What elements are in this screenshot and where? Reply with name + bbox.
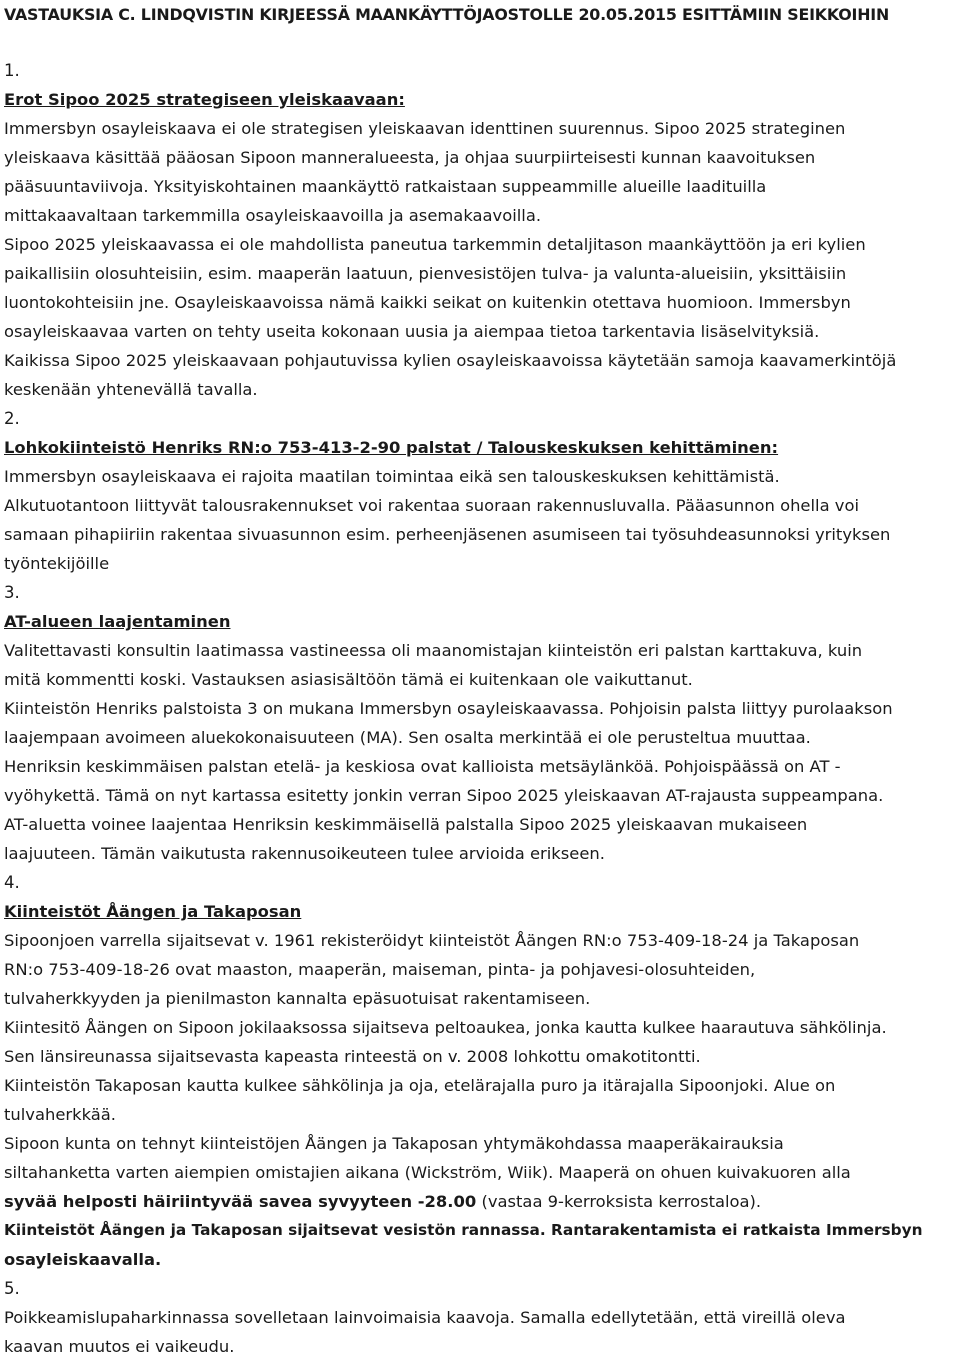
section-4 bbox=[4, 868, 932, 1274]
paragraph-line: Alkutuotantoon liittyvät talousrakennukset voi rakentaa suoraan rakennusluvalla. Pääasunnon ohella voi bbox=[4, 496, 859, 515]
paragraph-line: Poikkeamislupaharkinnassa sovelletaan lainvoimaisia kaavoja. Samalla edellytetään, että vireillä oleva bbox=[4, 1308, 846, 1327]
paragraph-line: Immersbyn osayleiskaava ei ole strategisen yleiskaavan identtinen suurennus. Sipoo 2025 strateginen bbox=[4, 119, 846, 138]
paragraph-line: laajempaan avoimeen aluekokonaisuuteen (MA). Sen osalta merkintää ei ole perusteltua muuttaa. bbox=[4, 728, 811, 747]
section-heading: AT-alueen laajentaminen bbox=[4, 612, 231, 631]
section-5 bbox=[4, 1274, 932, 1361]
paragraph-line: kaavan muutos ei vaikeudu. bbox=[4, 1337, 235, 1356]
paragraph-line: AT-aluetta voinee laajentaa Henriksin keskimmäisellä palstalla Sipoo 2025 yleiskaavan mukaiseen bbox=[4, 815, 808, 834]
section-number: 1. bbox=[4, 61, 20, 80]
paragraph-line: Sipoon kunta on tehnyt kiinteistöjen Åängen ja Takaposan yhtymäkohdassa maaperäkairauksia bbox=[4, 1134, 784, 1153]
paragraph-line: Immersbyn osayleiskaava ei rajoita maatilan toimintaa eikä sen talouskeskuksen kehittämistä. bbox=[4, 467, 780, 486]
section-number: 5. bbox=[4, 1279, 20, 1298]
section-number: 4. bbox=[4, 873, 20, 892]
section-heading: Kiinteistöt Åängen ja Takaposan bbox=[4, 902, 302, 921]
paragraph-line: mitä kommentti koski. Vastauksen asiasisältöön tämä ei kuitenkaan ole vaikuttanut. bbox=[4, 670, 693, 689]
section-number: 3. bbox=[4, 583, 20, 602]
emphasis-text: syvää helposti häiriintyvää savea syvyyteen -28.00 bbox=[4, 1192, 477, 1211]
paragraph-line: Sipoonjoen varrella sijaitsevat v. 1961 rekisteröidyt kiinteistöt Åängen RN:o 753-409-18-24 ja Takaposan bbox=[4, 931, 860, 950]
paragraph-line: paikallisiin olosuhteisiin, esim. maaperän laatuun, pienvesistöjen tulva- ja valunta-alueisiin, yksittäisiin bbox=[4, 264, 847, 283]
paragraph-line: samaan pihapiiriin rakentaa sivuasunnon esim. perheenjäsenen asumiseen tai työsuhdeasunnoksi yrityksen bbox=[4, 525, 891, 544]
section-1 bbox=[4, 56, 932, 404]
paragraph-line: mittakaavaltaan tarkemmilla osayleiskaavoilla ja asemakaavoilla. bbox=[4, 206, 542, 225]
paragraph-line: Sipoo 2025 yleiskaavassa ei ole mahdollista paneutua tarkemmin detaljitason maankäyttöön ja eri kylien bbox=[4, 235, 866, 254]
bold-paragraph-line: osayleiskaavalla. bbox=[4, 1250, 162, 1269]
paragraph-line: Henriksin keskimmäisen palstan etelä- ja keskiosa ovat kallioista metsäylänköä. Pohjoispäässä on AT - bbox=[4, 757, 841, 776]
bold-paragraph-line: Kiinteistöt Åängen ja Takaposan sijaitsevat vesistön rannassa. Rantarakentamista ei ratkaista Immersbyn bbox=[4, 1221, 923, 1239]
paragraph-line: luontokohteisiin jne. Osayleiskaavoissa nämä kaikki seikat on kuitenkin otettava huomioon. Immersbyn bbox=[4, 293, 851, 312]
paragraph-line: Sen länsireunassa sijaitsevasta kapeasta rinteestä on v. 2008 lohkottu omakotitontti. bbox=[4, 1047, 701, 1066]
paragraph-line: tulvaherkkää. bbox=[4, 1105, 116, 1124]
paragraph-line: tulvaherkkyyden ja pienilmaston kannalta epäsuotuisat rakentamiseen. bbox=[4, 989, 591, 1008]
paragraph-line: siltahanketta varten aiempien omistajien aikana (Wickström, Wiik). Maaperä on ohuen kuivakuoren alla bbox=[4, 1163, 851, 1182]
paragraph-line: Valitettavasti konsultin laatimassa vastineessa oli maanomistajan kiinteistön eri palstan karttakuva, kuin bbox=[4, 641, 863, 660]
paragraph-line: yleiskaava käsittää pääosan Sipoon manneralueesta, ja ohjaa suurpiirteisesti kunnan kaavoituksen bbox=[4, 148, 816, 167]
mixed-line bbox=[4, 1187, 932, 1216]
paragraph-line: Kiintesitö Åängen on Sipoon jokilaaksossa sijaitseva peltoaukea, jonka kautta kulkee haarautuva sähkölinja. bbox=[4, 1018, 887, 1037]
paragraph-line: pääsuuntaviivoja. Yksityiskohtainen maankäyttö ratkaistaan suppeammille alueille laadituilla bbox=[4, 177, 767, 196]
paragraph-line: työntekijöille bbox=[4, 554, 110, 573]
paragraph-line: RN:o 753-409-18-26 ovat maaston, maaperän, maiseman, pinta- ja pohjavesi-olosuhteiden, bbox=[4, 960, 756, 979]
section-heading: Erot Sipoo 2025 strategiseen yleiskaavaan: bbox=[4, 90, 405, 109]
paragraph-line: laajuuteen. Tämän vaikutusta rakennusoikeuteen tulee arvioida erikseen. bbox=[4, 844, 605, 863]
paragraph-line: Kaikissa Sipoo 2025 yleiskaavaan pohjautuvissa kylien osayleiskaavoissa käytetään samoja kaavamerkintöjä bbox=[4, 351, 897, 370]
paragraph-line: Kiinteistön Henriks palstoista 3 on mukana Immersbyn osayleiskaavassa. Pohjoisin palsta liittyy purolaakson bbox=[4, 699, 893, 718]
paragraph-line: vyöhykettä. Tämä on nyt kartassa esitetty jonkin verran Sipoo 2025 yleiskaavan AT-rajausta suppeampana. bbox=[4, 786, 884, 805]
paragraph-line: Kiinteistön Takaposan kautta kulkee sähkölinja ja oja, etelärajalla puro ja itärajalla Sipoonjoki. Alue on bbox=[4, 1076, 836, 1095]
section-3 bbox=[4, 578, 932, 868]
section-heading: Lohkokiinteistö Henriks RN:o 753-413-2-90 palstat / Talouskeskuksen kehittäminen: bbox=[4, 438, 779, 457]
paragraph-line: osayleiskaavaa varten on tehty useita kokonaan uusia ja aiempaa tietoa tarkentavia lisäselvityksiä. bbox=[4, 322, 820, 341]
section-number: 2. bbox=[4, 409, 20, 428]
section-2 bbox=[4, 404, 932, 578]
normal-text: (vastaa 9-kerroksista kerrostaloa). bbox=[476, 1192, 762, 1211]
paragraph-line: keskenään yhtenevällä tavalla. bbox=[4, 380, 258, 399]
document-title: VASTAUKSIA C. LINDQVISTIN KIRJEESSÄ MAANKÄYTTÖJAOSTOLLE 20.05.2015 ESITTÄMIIN SEIKKOIHIN bbox=[4, 5, 890, 24]
